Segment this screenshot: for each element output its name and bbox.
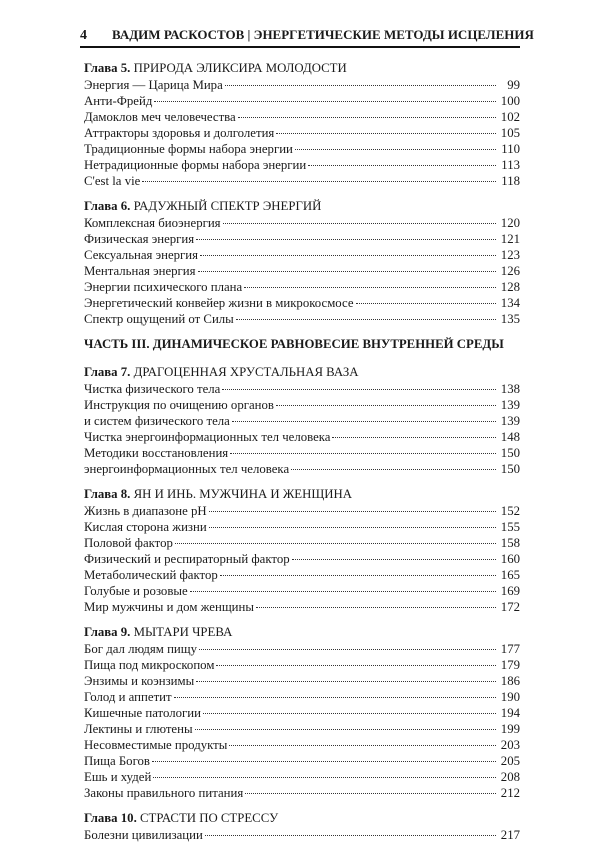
toc-entry[interactable]: [84, 827, 520, 843]
dot-leader: [292, 559, 496, 560]
dot-leader: [236, 319, 496, 320]
toc-entry[interactable]: [84, 535, 520, 551]
toc-entry-page: 139: [500, 414, 520, 428]
toc-entry-title: Аттракторы здоровья и долголетия: [84, 126, 275, 140]
chapter-heading: [84, 198, 520, 214]
toc-entry-title: Энергетический конвейер жизни в микрокосмосе: [84, 296, 354, 310]
toc-entry[interactable]: [84, 429, 520, 445]
toc-entry-title: Половой фактор: [84, 536, 173, 550]
dot-leader: [244, 287, 496, 288]
toc-entry-page: 190: [500, 690, 520, 704]
header-title: ВАДИМ РАСКОСТОВ | ЭНЕРГЕТИЧЕСКИЕ МЕТОДЫ ИСЦЕЛЕНИЯ: [112, 27, 534, 42]
toc-entry-title: Физическая энергия: [84, 232, 195, 246]
chapter-title: ПРИРОДА ЭЛИКСИРА МОЛОДОСТИ: [133, 61, 347, 75]
toc-entry[interactable]: [84, 445, 520, 461]
toc-entry-title: Несовместимые продукты: [84, 738, 228, 752]
toc-entry-title: Пища под микроскопом: [84, 658, 215, 672]
toc-entry[interactable]: [84, 279, 520, 295]
toc-entry-page: 150: [500, 462, 520, 476]
toc-entry-page: 172: [500, 600, 520, 614]
dot-leader: [175, 543, 496, 544]
dot-leader: [308, 165, 496, 166]
dot-leader: [209, 511, 496, 512]
toc-entry[interactable]: [84, 381, 520, 397]
toc-entry-title: Ешь и худей: [84, 770, 152, 784]
toc-entry-title: Физический и респираторный фактор: [84, 552, 290, 566]
toc-entry-page: 138: [500, 382, 520, 396]
dot-leader: [198, 271, 496, 272]
toc-entry-page: 217: [500, 828, 520, 842]
chapter-5: [84, 60, 520, 189]
chapter-title: МЫТАРИ ЧРЕВА: [133, 625, 233, 639]
dot-leader: [205, 835, 496, 836]
toc-entry-page: 100: [500, 94, 520, 108]
dot-leader: [276, 405, 496, 406]
toc-entry-title: Голубые и розовые: [84, 584, 188, 598]
toc-entry-page: 128: [500, 280, 520, 294]
dot-leader: [174, 697, 496, 698]
toc-entry-title: Законы правильного питания: [84, 786, 244, 800]
dot-leader: [225, 85, 496, 86]
toc-entry-page: 150: [500, 446, 520, 460]
toc-entry-title: Традиционные формы набора энергии: [84, 142, 293, 156]
toc-entry-page: 169: [500, 584, 520, 598]
toc-entry-page: 102: [500, 110, 520, 124]
chapter-label: Глава 5.: [84, 61, 131, 75]
toc-entry-page: 186: [500, 674, 520, 688]
toc-entry-page: 139: [500, 398, 520, 412]
toc-entry-title: Нетрадиционные формы набора энергии: [84, 158, 307, 172]
toc-entry-page: 99: [507, 78, 520, 92]
chapter-6: [84, 198, 520, 327]
dot-leader: [195, 729, 496, 730]
toc-entry-page: 199: [500, 722, 520, 736]
chapter-label: Глава 9.: [84, 625, 131, 639]
toc-entry[interactable]: [84, 77, 520, 93]
table-of-contents: [84, 60, 520, 852]
toc-entry-page: 134: [500, 296, 520, 310]
toc-entry-title: Пища Богов: [84, 754, 150, 768]
dot-leader: [200, 255, 496, 256]
toc-entry-page: 194: [500, 706, 520, 720]
toc-entry-page: 126: [500, 264, 520, 278]
toc-entry-title: Методики восстановления: [84, 446, 229, 460]
toc-entry[interactable]: [84, 519, 520, 535]
toc-entry-title: Дамоклов меч человечества: [84, 110, 236, 124]
toc-entry-title: Кислая сторона жизни: [84, 520, 207, 534]
toc-entry-title: и систем физического тела: [84, 414, 230, 428]
toc-entry[interactable]: [84, 673, 520, 689]
toc-entry-page: 152: [500, 504, 520, 518]
chapter-9: [84, 624, 520, 801]
toc-entry[interactable]: [84, 413, 520, 429]
dot-leader: [196, 239, 496, 240]
toc-entry-title: Энергии психического плана: [84, 280, 243, 294]
toc-entry[interactable]: [84, 109, 520, 125]
toc-entry-title: Чистка энергоинформационных тел человека: [84, 430, 331, 444]
toc-entry[interactable]: [84, 641, 520, 657]
dot-leader: [199, 649, 496, 650]
dot-leader: [196, 681, 496, 682]
toc-entry[interactable]: [84, 311, 520, 327]
toc-entry-title: Бог дал людям пищу: [84, 642, 198, 656]
toc-entry-page: 203: [500, 738, 520, 752]
chapter-10: [84, 810, 520, 843]
chapter-title: СТРАСТИ ПО СТРЕССУ: [139, 811, 279, 825]
toc-entry[interactable]: [84, 785, 520, 801]
chapter-title: ДРАГОЦЕННАЯ ХРУСТАЛЬНАЯ ВАЗА: [133, 365, 359, 379]
toc-entry-title: Чистка физического тела: [84, 382, 221, 396]
chapter-heading: [84, 364, 520, 380]
dot-leader: [190, 591, 496, 592]
toc-entry-page: 158: [500, 536, 520, 550]
dot-leader: [153, 777, 496, 778]
chapter-label: Глава 7.: [84, 365, 131, 379]
running-header: [80, 27, 534, 44]
dot-leader: [291, 469, 496, 470]
chapter-heading: [84, 60, 520, 76]
toc-entry-page: 212: [500, 786, 520, 800]
dot-leader: [245, 793, 496, 794]
toc-entry-page: 110: [501, 142, 520, 156]
toc-entry[interactable]: [84, 737, 520, 753]
toc-entry-title: Анти-Фрейд: [84, 94, 153, 108]
chapter-heading: [84, 486, 520, 502]
dot-leader: [295, 149, 496, 150]
chapter-label: Глава 8.: [84, 487, 131, 501]
toc-entry[interactable]: [84, 247, 520, 263]
chapter-title: ЯН И ИНЬ. МУЖЧИНА И ЖЕНЩИНА: [133, 487, 352, 501]
dot-leader: [216, 665, 496, 666]
toc-entry[interactable]: [84, 599, 520, 615]
toc-entry[interactable]: [84, 125, 520, 141]
toc-entry-page: 155: [500, 520, 520, 534]
toc-entry[interactable]: [84, 461, 520, 477]
toc-entry[interactable]: [84, 93, 520, 109]
dot-leader: [154, 101, 496, 102]
toc-entry[interactable]: [84, 689, 520, 705]
toc-entry-page: 123: [500, 248, 520, 262]
dot-leader: [223, 223, 496, 224]
toc-entry[interactable]: [84, 503, 520, 519]
toc-entry-title: Инструкция по очищению органов: [84, 398, 274, 412]
dot-leader: [222, 389, 496, 390]
toc-entry-title: Лектины и глютены: [84, 722, 193, 736]
toc-entry[interactable]: [84, 721, 520, 737]
toc-entry-page: 160: [500, 552, 520, 566]
toc-entry-page: 208: [500, 770, 520, 784]
toc-entry-title: Сексуальная энергия: [84, 248, 199, 262]
dot-leader: [209, 527, 496, 528]
toc-entry-title: Кишечные патологии: [84, 706, 201, 720]
chapter-7: [84, 364, 520, 477]
chapter-label: Глава 6.: [84, 199, 131, 213]
toc-entry[interactable]: [84, 753, 520, 769]
dot-leader: [276, 133, 496, 134]
toc-entry-page: 105: [500, 126, 520, 140]
toc-entry-page: 205: [500, 754, 520, 768]
dot-leader: [256, 607, 496, 608]
toc-entry-page: 118: [501, 174, 520, 188]
dot-leader: [332, 437, 496, 438]
toc-entry-title: Жизнь в диапазоне pH: [84, 504, 207, 518]
toc-entry[interactable]: [84, 231, 520, 247]
toc-entry-title: Голод и аппетит: [84, 690, 172, 704]
part-heading: ЧАСТЬ III. ДИНАМИЧЕСКОЕ РАВНОВЕСИЕ ВНУТРЕННЕЙ СРЕДЫ: [84, 337, 504, 351]
toc-entry-title: Энзимы и коэнзимы: [84, 674, 195, 688]
dot-leader: [232, 421, 496, 422]
toc-entry[interactable]: [84, 141, 520, 157]
toc-entry-title: Спектр ощущений от Силы: [84, 312, 234, 326]
toc-entry-title: энергоинформационных тел человека: [84, 462, 290, 476]
chapter-title: РАДУЖНЫЙ СПЕКТР ЭНЕРГИЙ: [133, 199, 322, 213]
toc-entry-page: 148: [500, 430, 520, 444]
toc-entry-title: C'est la vie: [84, 174, 141, 188]
toc-entry[interactable]: [84, 583, 520, 599]
chapter-8: [84, 486, 520, 615]
toc-entry-title: Ментальная энергия: [84, 264, 196, 278]
toc-entry-page: 165: [500, 568, 520, 582]
dot-leader: [142, 181, 496, 182]
toc-entry[interactable]: [84, 397, 520, 413]
toc-entry-title: Метаболический фактор: [84, 568, 218, 582]
toc-entry-page: 135: [500, 312, 520, 326]
page-number: 4: [80, 28, 87, 43]
toc-entry-title: Комплексная биоэнергия: [84, 216, 221, 230]
toc-entry-title: Энергия — Царица Мира: [84, 78, 223, 92]
toc-entry[interactable]: [84, 567, 520, 583]
toc-entry-title: Мир мужчины и дом женщины: [84, 600, 254, 614]
toc-entry[interactable]: [84, 769, 520, 785]
dot-leader: [203, 713, 496, 714]
dot-leader: [220, 575, 496, 576]
toc-entry[interactable]: [84, 263, 520, 279]
toc-entry[interactable]: [84, 157, 520, 173]
toc-entry[interactable]: [84, 173, 520, 189]
toc-entry[interactable]: [84, 215, 520, 231]
dot-leader: [356, 303, 496, 304]
chapter-label: Глава 10.: [84, 811, 137, 825]
toc-entry-title: Болезни цивилизации: [84, 828, 203, 842]
dot-leader: [230, 453, 496, 454]
toc-entry[interactable]: [84, 295, 520, 311]
dot-leader: [229, 745, 496, 746]
toc-entry[interactable]: [84, 551, 520, 567]
toc-entry-page: 179: [500, 658, 520, 672]
chapter-heading: [84, 624, 520, 640]
toc-entry-page: 177: [500, 642, 520, 656]
header-rule: [80, 46, 520, 48]
toc-entry-page: 120: [500, 216, 520, 230]
toc-entry[interactable]: [84, 657, 520, 673]
toc-entry-page: 121: [500, 232, 520, 246]
chapter-heading: [84, 810, 520, 826]
dot-leader: [152, 761, 496, 762]
dot-leader: [238, 117, 496, 118]
toc-entry-page: 113: [501, 158, 520, 172]
toc-entry[interactable]: [84, 705, 520, 721]
